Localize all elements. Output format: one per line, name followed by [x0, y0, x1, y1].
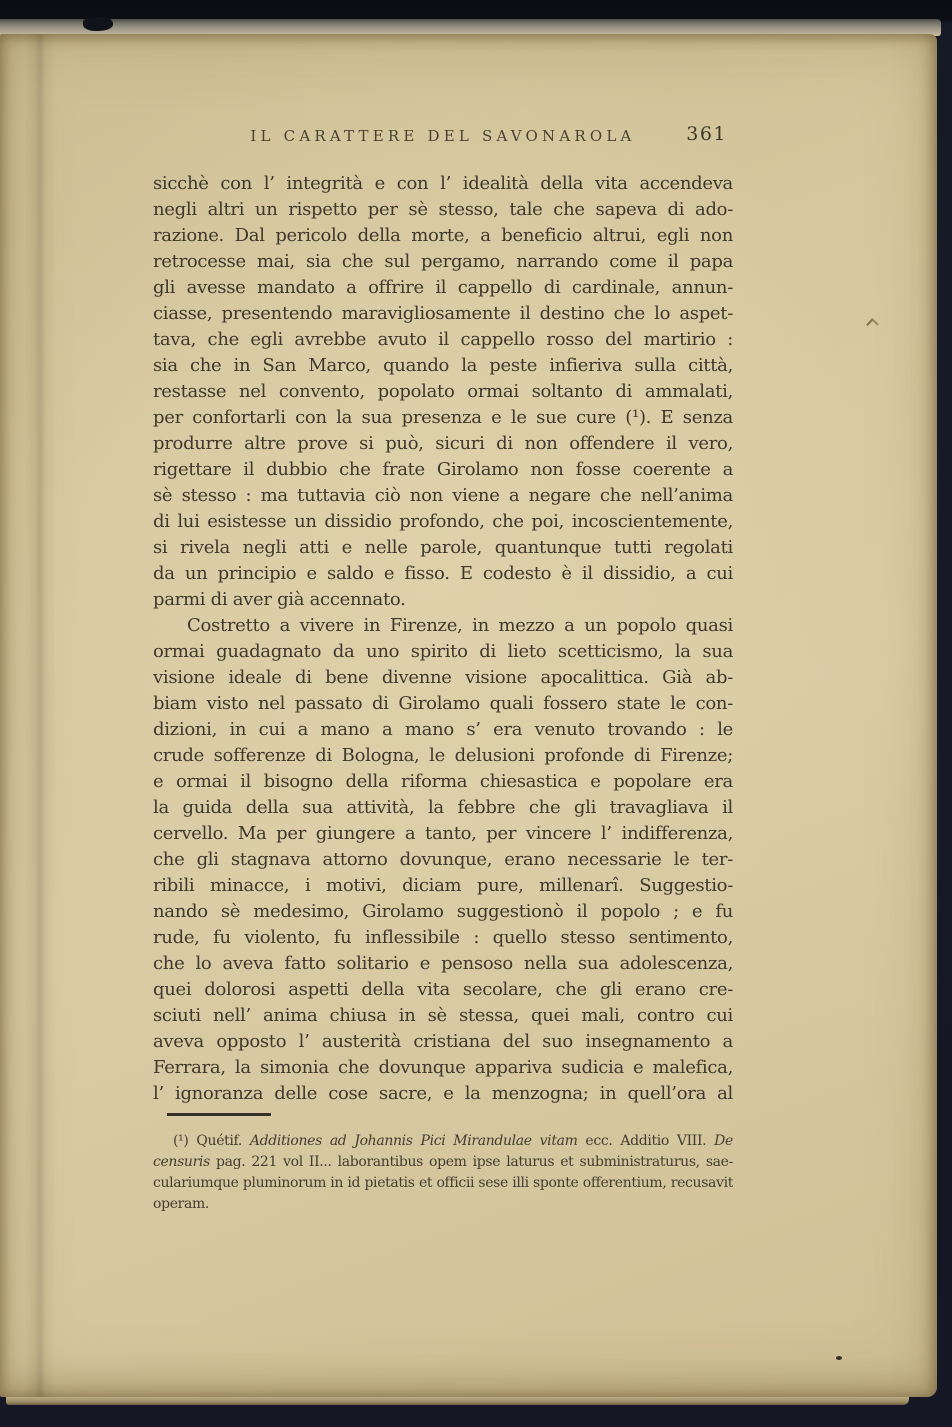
footnote-line [153, 1131, 733, 1152]
body-line: razione. Dal pericolo della morte, a beneficio altrui, egli non [153, 225, 733, 246]
footnote-italic-segment: De [714, 1133, 733, 1149]
body-line: biam visto nel passato di Girolamo quali fossero state le con- [153, 693, 733, 714]
body-line: sia che in San Marco, quando la peste infieriva sulla città, [153, 355, 733, 376]
page-number: 361 [686, 123, 727, 145]
paper-speck [836, 1356, 842, 1360]
body-line: quei dolorosi aspetti della vita secolare, che gli erano cre- [153, 979, 733, 1000]
footnote-line [153, 1173, 733, 1194]
body-line: Ferrara, la simonia che dovunque appariva sudicia e malefica, [153, 1057, 733, 1078]
body-line: l’ ignoranza delle cose sacre, e la menzogna; in quell’ora al [153, 1083, 733, 1104]
body-line: aveva opposto l’ austerità cristiana del suo insegnamento a [153, 1031, 733, 1052]
footnote-segment: (¹) Quétif. [173, 1133, 250, 1149]
body-line: sè stesso : ma tuttavia ciò non viene a negare che nell’anima [153, 485, 733, 506]
footnote-segment: ecc. Additio VIII. [577, 1133, 715, 1149]
footnote-italic-segment: censuris [153, 1154, 210, 1170]
body-line: la guida della sua attività, la febbre che gli travagliava il [153, 797, 733, 818]
footnote-rule [167, 1113, 271, 1116]
body-line: dizioni, in cui a mano a mano s’ era venuto trovando : le [153, 719, 733, 740]
body-line: negli altri un rispetto per sè stesso, tale che sapeva di ado- [153, 199, 733, 220]
footnote-segment: operam. [153, 1196, 209, 1212]
body-line: ribili minacce, i motivi, diciam pure, millenarî. Suggestio- [153, 875, 733, 896]
footnote-segment: pag. 221 vol II... laborantibus opem ipse laturus et subministraturus, sae- [209, 1154, 733, 1170]
body-line: di lui esistesse un dissidio profondo, che poi, incoscientemente, [153, 511, 733, 532]
paper-speck [866, 318, 879, 331]
body-line: rude, fu violento, fu inflessibile : quello stesso sentimento, [153, 927, 733, 948]
footnote-segment: culariumque pluminorum in id pietatis et officii sese illi sponte offerentium, recusavit [153, 1175, 733, 1191]
body-line: produrre altre prove si può, sicuri di non offendere il vero, [153, 433, 733, 454]
page-header [153, 123, 733, 147]
body-line: restasse nel convento, popolato ormai soltanto di ammalati, [153, 381, 733, 402]
page-crease [24, 34, 56, 1397]
body-line: retrocesse mai, sia che sul pergamo, narrando come il papa [153, 251, 733, 272]
body-text [153, 171, 733, 1107]
body-line: rigettare il dubbio che frate Girolamo non fosse coerente a [153, 459, 733, 480]
body-line: ormai guadagnato da uno spirito di lieto scetticismo, la sua [153, 641, 733, 662]
body-line: nando sè medesimo, Girolamo suggestionò il popolo ; e fu [153, 901, 733, 922]
footnote-italic-segment: Additiones ad Johannis Pici Mirandulae vitam [249, 1133, 578, 1149]
book-page [0, 34, 937, 1397]
body-line: cervello. Ma per giungere a tanto, per vincere l’ indifferenza, [153, 823, 733, 844]
body-line: si rivela negli atti e nelle parole, quantunque tutti regolati [153, 537, 733, 558]
body-line: sicchè con l’ integrità e con l’ idealità della vita accendeva [153, 173, 733, 194]
body-line: Costretto a vivere in Firenze, in mezzo a un popolo quasi [187, 615, 733, 636]
footnote-line [153, 1194, 733, 1215]
running-title: IL CARATTERE DEL SAVONAROLA [250, 127, 636, 145]
body-line: tava, che egli avrebbe avuto il cappello rosso del martirio : [153, 329, 733, 350]
body-line: parmi di aver già accennato. [153, 589, 406, 610]
body-line: gli avesse mandato a offrire il cappello di cardinale, annun- [153, 277, 733, 298]
body-line: e ormai il bisogno della riforma chiesastica e popolare era [153, 771, 733, 792]
body-line: ciasse, presentendo maravigliosamente il destino che lo aspet- [153, 303, 733, 324]
body-line: visione ideale di bene divenne visione apocalittica. Già ab- [153, 667, 733, 688]
body-line: sciuti nell’ anima chiusa in sè stessa, quei mali, contro cui [153, 1005, 733, 1026]
footnote-line [153, 1152, 733, 1173]
footnote-text [153, 1131, 733, 1215]
body-line: per confortarli con la sua presenza e le sue cure (¹). E senza [153, 407, 733, 428]
body-line: che lo aveva fatto solitario e pensoso nella sua adolescenza, [153, 953, 733, 974]
body-line: crude sofferenze di Bologna, le delusioni profonde di Firenze; [153, 745, 733, 766]
book-pages-edge-bottom [6, 1396, 909, 1405]
body-line: che gli stagnava attorno dovunque, erano necessarie le ter- [153, 849, 733, 870]
body-line: da un principio e saldo e fisso. E codesto è il dissidio, a cui [153, 563, 733, 584]
